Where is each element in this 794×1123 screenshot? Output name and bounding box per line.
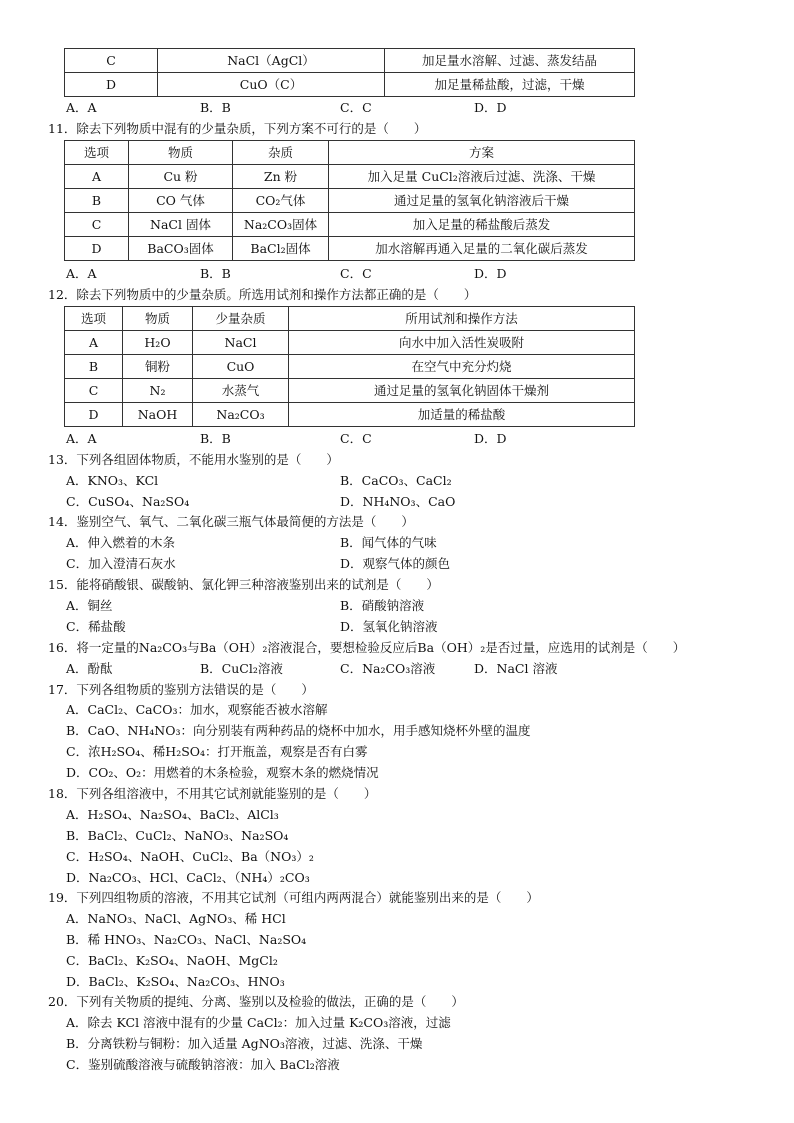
option-a[interactable]: A．KNO₃、KCl [66, 473, 159, 488]
table-cell: 向水中加入活性炭吸附 [289, 331, 635, 355]
table-cell: CO₂气体 [233, 189, 329, 213]
table-cell: CuO（C） [158, 73, 385, 97]
option-d[interactable]: D．观察气体的颜色 [340, 556, 451, 571]
option-d[interactable]: D．NaCl 溶液 [474, 661, 558, 676]
option-d[interactable]: D．Na₂CO₃、HCl、CaCl₂、（NH₄）₂CO₃ [66, 870, 310, 885]
q18-stem: 18．下列各组溶液中，不用其它试剂就能鉴别的是（ ） [48, 786, 377, 801]
option-c[interactable]: C．BaCl₂、K₂SO₄、NaOH、MgCl₂ [66, 953, 278, 968]
option-a[interactable]: A．A [66, 100, 97, 115]
column-header: 少量杂质 [193, 307, 289, 331]
q13-stem: 13．下列各组固体物质，不能用水鉴别的是（ ） [48, 452, 339, 467]
table-cell: A [65, 331, 123, 355]
option-c[interactable]: C．鉴别硫酸溶液与硫酸钠溶液：加入 BaCl₂溶液 [66, 1057, 340, 1072]
table-cell: A [65, 165, 129, 189]
table-cell: B [65, 355, 123, 379]
option-a[interactable]: A．CaCl₂、CaCO₃：加水，观察能否被水溶解 [66, 702, 328, 717]
table-cell: H₂O [123, 331, 193, 355]
q14-stem: 14．鉴别空气、氧气、二氧化碳三瓶气体最简便的方法是（ ） [48, 514, 414, 529]
option-c[interactable]: C．浓H₂SO₄、稀H₂SO₄：打开瓶盖，观察是否有白雾 [66, 744, 368, 759]
table-row [65, 331, 635, 355]
option-a[interactable]: A．伸入燃着的木条 [66, 535, 176, 550]
table-cell: 加足量水溶解、过滤、蒸发结晶 [385, 49, 635, 73]
table-cell: 加足量稀盐酸，过滤，干燥 [385, 73, 635, 97]
q16-stem: 16．将一定量的Na₂CO₃与Ba（OH）₂溶液混合，要想检验反应后Ba（OH）₂是否过量，应选用的试剂是（ ） [48, 640, 686, 655]
option-c[interactable]: C．H₂SO₄、NaOH、CuCl₂、Ba（NO₃）₂ [66, 849, 314, 864]
q19-stem: 19．下列四组物质的溶液，不用其它试剂（可组内两两混合）就能鉴别出来的是（ ） [48, 890, 539, 905]
q11-stem: 11．除去下列物质中混有的少量杂质，下列方案不可行的是（ ） [48, 121, 427, 136]
table-cell: Zn 粉 [233, 165, 329, 189]
option-b[interactable]: B．闻气体的气味 [340, 535, 437, 550]
option-d[interactable]: D．NH₄NO₃、CaO [340, 494, 456, 509]
q17-stem: 17．下列各组物质的鉴别方法错误的是（ ） [48, 682, 314, 697]
q11-table [64, 140, 635, 261]
table-cell: NaCl（AgCl） [158, 49, 385, 73]
column-header: 物质 [123, 307, 193, 331]
table-cell: 通过足量的氢氧化钠固体干燥剂 [289, 379, 635, 403]
option-b[interactable]: B．稀 HNO₃、Na₂CO₃、NaCl、Na₂SO₄ [66, 932, 307, 947]
option-b[interactable]: B．分离铁粉与铜粉：加入适量 AgNO₃溶液，过滤、洗涤、干燥 [66, 1036, 423, 1051]
table-cell: NaCl [193, 331, 289, 355]
option-a[interactable]: A．A [66, 266, 97, 281]
table-row [65, 237, 635, 261]
table-cell: NaOH [123, 403, 193, 427]
option-a[interactable]: A．H₂SO₄、Na₂SO₄、BaCl₂、AlCl₃ [66, 807, 279, 822]
table-row [65, 355, 635, 379]
option-d[interactable]: D．D [474, 431, 507, 446]
option-c[interactable]: C．CuSO₄、Na₂SO₄ [66, 494, 190, 509]
table-cell: 加入足量的稀盐酸后蒸发 [329, 213, 635, 237]
option-a[interactable]: A．NaNO₃、NaCl、AgNO₃、稀 HCl [66, 911, 286, 926]
option-b[interactable]: B．B [200, 100, 231, 115]
option-b[interactable]: B．CuCl₂溶液 [200, 661, 283, 676]
table-cell: 加适量的稀盐酸 [289, 403, 635, 427]
option-c[interactable]: C．加入澄清石灰水 [66, 556, 176, 571]
table-cell: Cu 粉 [129, 165, 233, 189]
table-cell: CuO [193, 355, 289, 379]
option-a[interactable]: A．铜丝 [66, 598, 113, 613]
option-b[interactable]: B．CaCO₃、CaCl₂ [340, 473, 452, 488]
q20-stem: 20．下列有关物质的提纯、分离、鉴别以及检验的做法，正确的是（ ） [48, 994, 464, 1009]
table-cell: 加水溶解再通入足量的二氧化碳后蒸发 [329, 237, 635, 261]
table-cell: D [65, 73, 158, 97]
table-cell: 在空气中充分灼烧 [289, 355, 635, 379]
table-cell: N₂ [123, 379, 193, 403]
q12-stem: 12．除去下列物质中的少量杂质。所选用试剂和操作方法都正确的是（ ） [48, 287, 477, 302]
option-b[interactable]: B．CaO、NH₄NO₃：向分别装有两种药品的烧杯中加水，用手感知烧杯外壁的温度 [66, 723, 531, 738]
option-b[interactable]: B．BaCl₂、CuCl₂、NaNO₃、Na₂SO₄ [66, 828, 289, 843]
option-a[interactable]: A．A [66, 431, 97, 446]
option-d[interactable]: D．氢氧化钠溶液 [340, 619, 438, 634]
table-cell: 通过足量的氢氧化钠溶液后干燥 [329, 189, 635, 213]
table-cell: C [65, 213, 129, 237]
table-cell: NaCl 固体 [129, 213, 233, 237]
option-b[interactable]: B．B [200, 431, 231, 446]
table-cell: B [65, 189, 129, 213]
option-c[interactable]: C．稀盐酸 [66, 619, 126, 634]
table-row [65, 403, 635, 427]
option-b[interactable]: B．B [200, 266, 231, 281]
table-cell: C [65, 379, 123, 403]
column-header: 选项 [65, 307, 123, 331]
column-header: 所用试剂和操作方法 [289, 307, 635, 331]
column-header: 方案 [329, 141, 635, 165]
column-header: 物质 [129, 141, 233, 165]
option-a[interactable]: A．酚酞 [66, 661, 113, 676]
table-row [65, 189, 635, 213]
table-row [65, 213, 635, 237]
table-row [65, 49, 635, 73]
table-cell: D [65, 237, 129, 261]
table-cell: Na₂CO₃ [193, 403, 289, 427]
column-header: 选项 [65, 141, 129, 165]
table-row [65, 73, 635, 97]
option-b[interactable]: B．硝酸钠溶液 [340, 598, 425, 613]
table-cell: 水蒸气 [193, 379, 289, 403]
table-header-row [65, 141, 635, 165]
table-cell: 加入足量 CuCl₂溶液后过滤、洗涤、干燥 [329, 165, 635, 189]
table-cell: D [65, 403, 123, 427]
option-c[interactable]: C．C [340, 431, 372, 446]
table-row [65, 165, 635, 189]
table-cell: 铜粉 [123, 355, 193, 379]
option-d[interactable]: D．BaCl₂、K₂SO₄、Na₂CO₃、HNO₃ [66, 974, 285, 989]
table-cell: CO 气体 [129, 189, 233, 213]
table-cell: Na₂CO₃固体 [233, 213, 329, 237]
option-c[interactable]: C．C [340, 100, 372, 115]
q12-table [64, 306, 635, 427]
option-d[interactable]: D．CO₂、O₂：用燃着的木条检验，观察木条的燃烧情况 [66, 765, 379, 780]
q10-table [64, 48, 635, 97]
option-d[interactable]: D．D [474, 100, 507, 115]
table-row [65, 379, 635, 403]
option-c[interactable]: C．Na₂CO₃溶液 [340, 661, 436, 676]
option-d[interactable]: D．D [474, 266, 507, 281]
option-c[interactable]: C．C [340, 266, 372, 281]
table-cell: C [65, 49, 158, 73]
table-header-row [65, 307, 635, 331]
table-cell: BaCO₃固体 [129, 237, 233, 261]
option-a[interactable]: A．除去 KCl 溶液中混有的少量 CaCl₂：加入过量 K₂CO₃溶液，过滤 [66, 1015, 451, 1030]
q15-stem: 15．能将硝酸银、碳酸钠、氯化钾三种溶液鉴别出来的试剂是（ ） [48, 577, 439, 592]
column-header: 杂质 [233, 141, 329, 165]
table-cell: BaCl₂固体 [233, 237, 329, 261]
